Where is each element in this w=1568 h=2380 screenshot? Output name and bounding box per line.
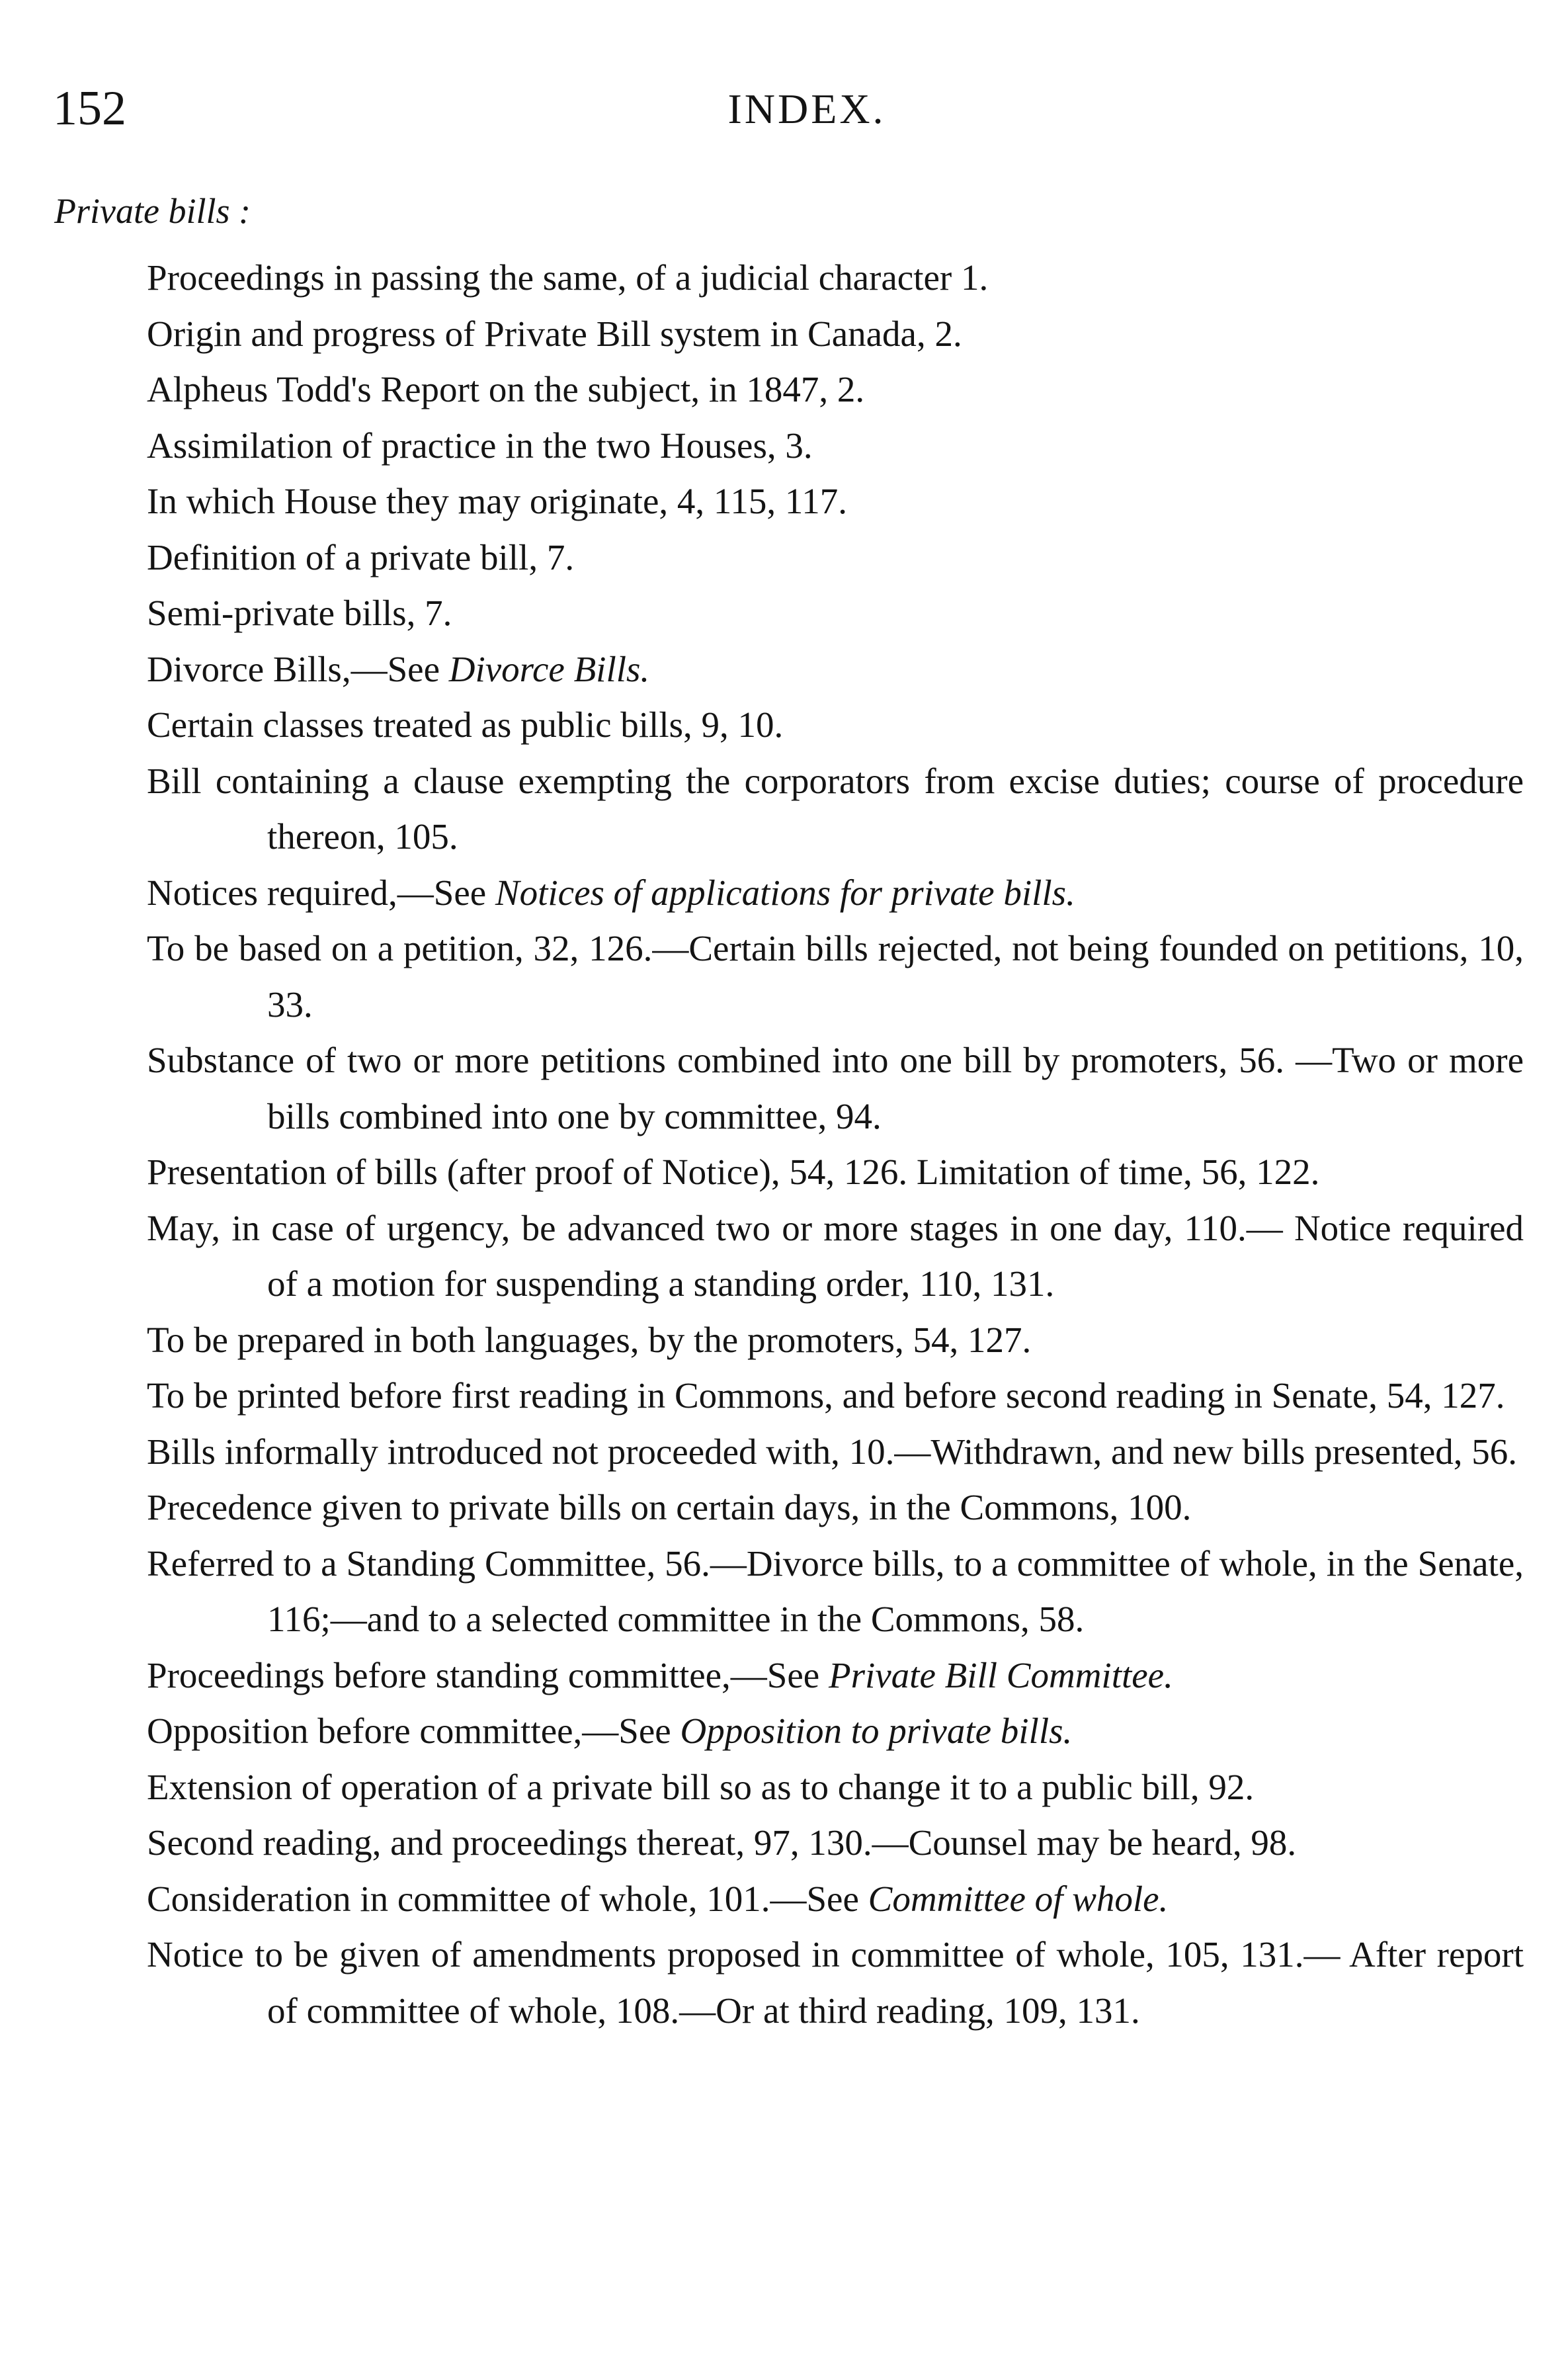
index-entry — [147, 418, 1524, 474]
entry-text: May, in case of urgency, be advanced two or more stages in one day, 110.— Notice required of a motion for suspending a standing order, 110, 131. — [147, 1207, 1524, 1304]
cross-reference: Private Bill Committee. — [828, 1654, 1173, 1695]
index-entry — [147, 250, 1524, 306]
cross-reference: Divorce Bills. — [448, 648, 650, 689]
entry-text: Certain classes treated as public bills, 9, 10. — [147, 704, 784, 745]
entry-text: Second reading, and proceedings thereat, 97, 130.—Counsel may be heard, 98. — [147, 1822, 1297, 1863]
entry-text: Semi-private bills, 7. — [147, 593, 452, 633]
entry-text: Notices required,—See — [147, 872, 495, 913]
section-heading: Private bills : — [54, 191, 251, 231]
entry-text: Proceedings in passing the same, of a judicial character 1. — [147, 257, 989, 298]
index-entries — [147, 250, 1524, 2039]
index-entry — [147, 1144, 1524, 1201]
entry-text: Bills informally introduced not proceeded with, 10.—Withdrawn, and new bills presented, 56. — [147, 1431, 1518, 1472]
index-entry — [147, 865, 1524, 921]
page-number: 152 — [53, 81, 126, 136]
index-entry — [147, 1368, 1524, 1424]
index-entry — [147, 1033, 1524, 1144]
entry-text: Notice to be given of amendments proposed in committee of whole, 105, 131.— After report of committee of whole, 108.—Or at third reading, 109, 131. — [147, 1934, 1524, 2031]
index-entry — [147, 306, 1524, 362]
entry-text: Origin and progress of Private Bill system in Canada, 2. — [147, 313, 962, 354]
index-entry — [147, 1536, 1524, 1648]
index-entry — [147, 1480, 1524, 1536]
entry-text: Divorce Bills,—See — [147, 648, 449, 689]
entry-text: Assimilation of practice in the two Houses, 3. — [147, 425, 813, 466]
index-entry — [147, 474, 1524, 530]
index-entry — [147, 1424, 1524, 1480]
entry-text: Consideration in committee of whole, 101.—See — [147, 1878, 868, 1919]
entry-text: Presentation of bills (after proof of Notice), 54, 126. Limitation of time, 56, 122. — [147, 1152, 1320, 1192]
entry-text: Substance of two or more petitions combined into one bill by promoters, 56. —Two or more bills combined into one by committee, 94. — [147, 1040, 1524, 1136]
index-entry — [147, 697, 1524, 753]
index-entry — [147, 1871, 1524, 1928]
index-entry — [147, 1815, 1524, 1871]
index-entry — [147, 585, 1524, 642]
entry-text: To be printed before first reading in Commons, and before second reading in Senate, 54, 127. — [147, 1375, 1505, 1416]
entry-text: Referred to a Standing Committee, 56.—Divorce bills, to a committee of whole, in the Senate, 116;—and to a selected committee in the Commons, 58. — [147, 1543, 1524, 1639]
entry-text: Opposition before committee,—See — [147, 1711, 681, 1751]
entry-text: To be prepared in both languages, by the promoters, 54, 127. — [147, 1319, 1032, 1360]
cross-reference: Committee of whole. — [868, 1878, 1169, 1919]
entry-text: Bill containing a clause exempting the corporators from excise duties; course of procedure thereon, 105. — [147, 760, 1524, 857]
index-entry — [147, 921, 1524, 1033]
index-entry — [147, 753, 1524, 865]
entry-text: Proceedings before standing committee,—See — [147, 1654, 829, 1695]
index-entry — [147, 1201, 1524, 1312]
entry-text: Extension of operation of a private bill so as to change it to a public bill, 92. — [147, 1766, 1255, 1807]
index-entry — [147, 642, 1524, 698]
index-entry — [147, 1927, 1524, 2039]
entry-text: Precedence given to private bills on certain days, in the Commons, 100. — [147, 1487, 1192, 1527]
index-entry — [147, 530, 1524, 586]
index-entry — [147, 362, 1524, 418]
cross-reference: Notices of applications for private bills. — [495, 872, 1075, 913]
running-head: INDEX. — [727, 85, 886, 132]
entry-text: To be based on a petition, 32, 126.—Certain bills rejected, not being founded on petitions, 10, 33. — [147, 928, 1524, 1025]
index-entry — [147, 1703, 1524, 1760]
index-entry — [147, 1648, 1524, 1704]
entry-text: In which House they may originate, 4, 115, 117. — [147, 481, 848, 521]
index-entry — [147, 1312, 1524, 1369]
page-header — [53, 81, 1521, 147]
entry-text: Definition of a private bill, 7. — [147, 536, 575, 577]
index-entry — [147, 1760, 1524, 1816]
cross-reference: Opposition to private bills. — [680, 1711, 1073, 1751]
entry-text: Alpheus Todd's Report on the subject, in 1847, 2. — [147, 369, 865, 409]
